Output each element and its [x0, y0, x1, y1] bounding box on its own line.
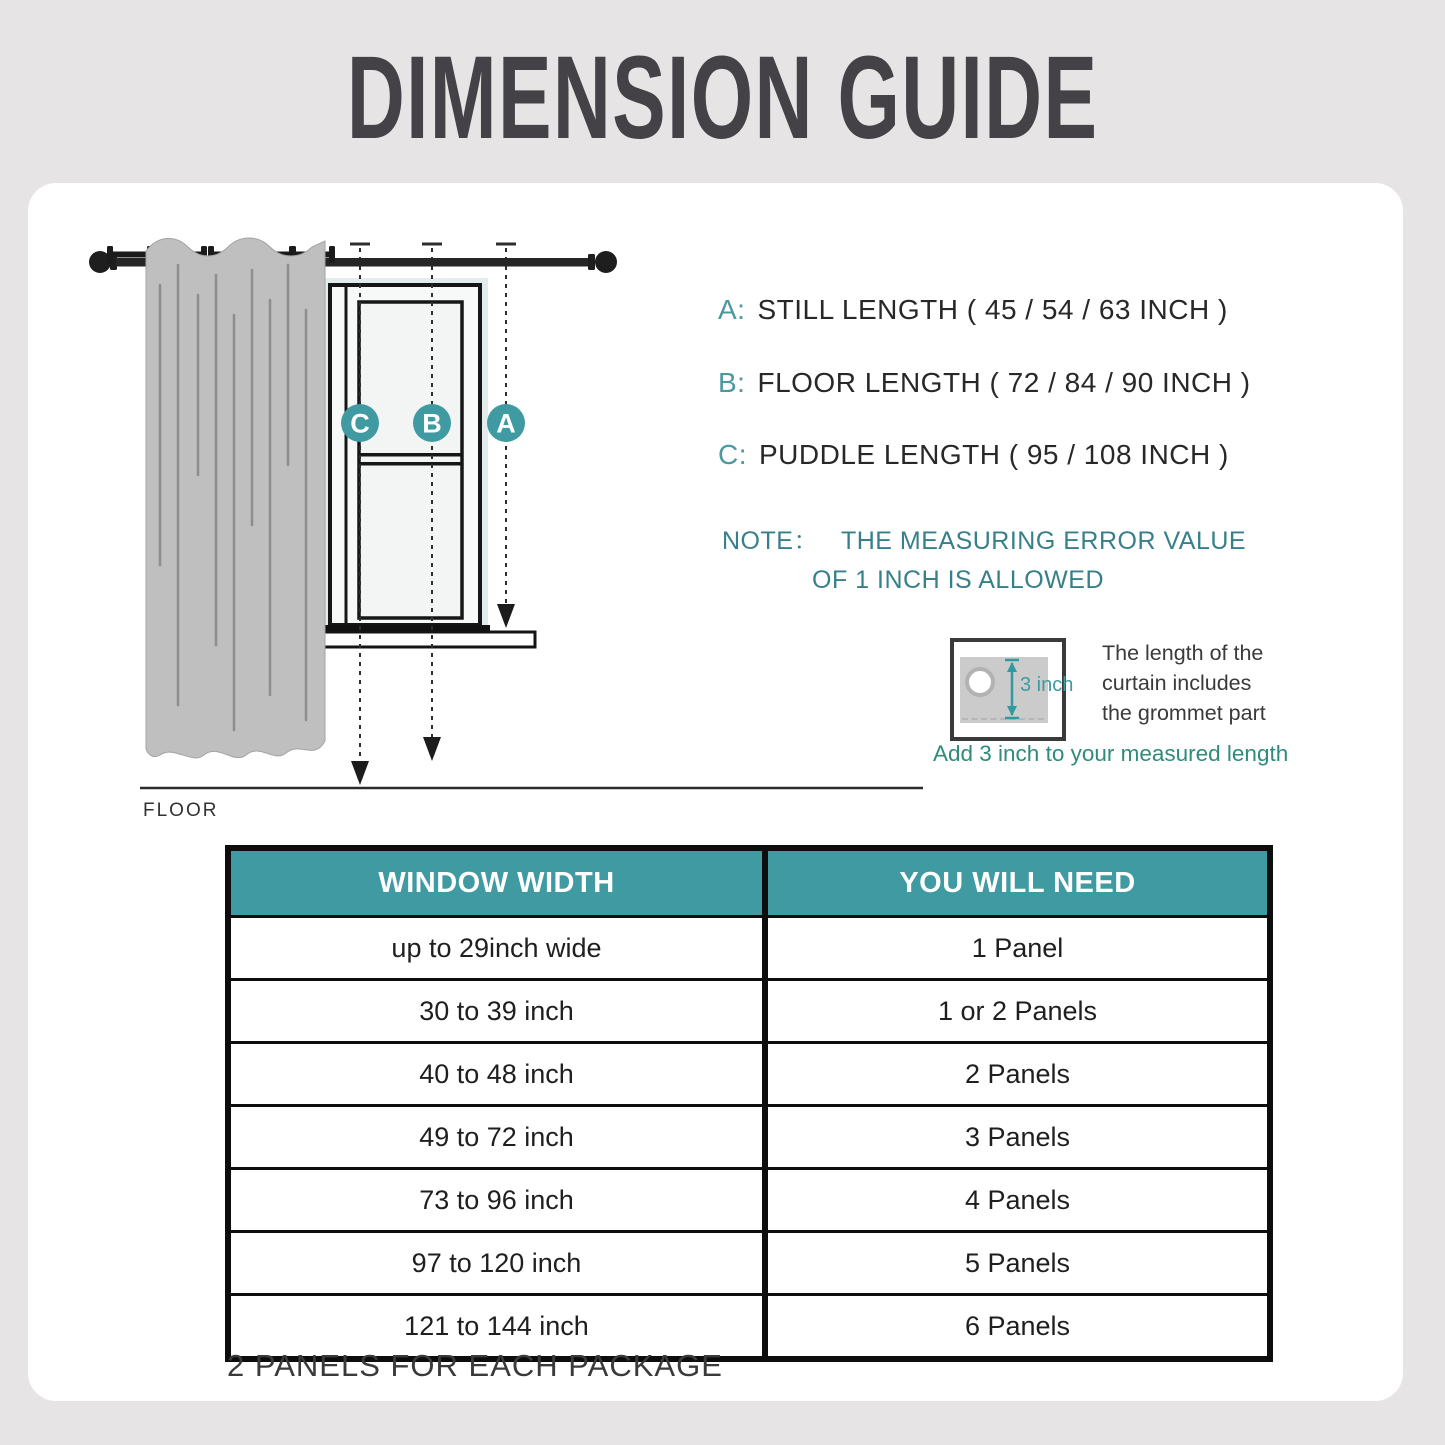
grommet-diagram: [950, 638, 1074, 741]
legend-key-b: B:: [718, 367, 746, 398]
table-header-row: [228, 848, 1270, 917]
panels-cell: 5 Panels: [765, 1232, 1270, 1295]
rod-collar-right: [588, 254, 595, 270]
rod-finial-right-icon: [595, 251, 617, 273]
grommet-description-line: the grommet part: [1102, 701, 1266, 725]
table-row: [228, 980, 1270, 1043]
note-text-line1: THE MEASURING ERROR VALUE: [840, 527, 1247, 555]
arrowhead-c: [351, 761, 369, 785]
package-note: 2 PANELS FOR EACH PACKAGE: [227, 1348, 723, 1383]
grommet-description-line: The length of the: [1102, 641, 1264, 665]
grommet-description-line: curtain includes: [1102, 671, 1252, 695]
header-you-will-need: YOU WILL NEED: [765, 848, 1270, 917]
legend-text-a: STILL LENGTH ( 45 / 54 / 63 INCH ): [757, 294, 1228, 325]
table-row: [228, 1169, 1270, 1232]
page-title: [0, 30, 1445, 166]
grommet-description: [1102, 638, 1266, 728]
legend-text-c: PUDDLE LENGTH ( 95 / 108 INCH ): [759, 439, 1229, 470]
panels-cell: 1 or 2 Panels: [765, 980, 1270, 1043]
window-width-cell: 49 to 72 inch: [228, 1106, 765, 1169]
table-row: [228, 1106, 1270, 1169]
panels-cell: 2 Panels: [765, 1043, 1270, 1106]
floor-label: FLOOR: [143, 800, 219, 821]
legend-key-a: A:: [718, 294, 746, 325]
measure-arrow-icon: [1003, 657, 1021, 721]
window-width-cell: 121 to 144 inch: [228, 1295, 765, 1360]
curtain-fabric: [146, 238, 325, 758]
table-row: [228, 917, 1270, 980]
legend-item-floor-length: [718, 367, 1251, 399]
arrowhead-b: [423, 737, 441, 761]
note-label: NOTE：: [722, 527, 819, 555]
window-width-cell: up to 29inch wide: [228, 917, 765, 980]
grommet-tip-text: Add 3 inch to your measured length: [933, 741, 1289, 766]
measuring-note: [722, 521, 1246, 557]
legend-item-puddle-length: [718, 439, 1229, 471]
window-illustration: [320, 278, 535, 647]
badge-c-label: C: [350, 408, 370, 439]
measure-badges: [341, 404, 525, 442]
panels-cell: 6 Panels: [765, 1295, 1270, 1360]
legend-key-c: C:: [718, 439, 747, 470]
curtain-panel: [146, 238, 325, 758]
grommet-ring-icon: [965, 667, 995, 697]
header-window-width: WINDOW WIDTH: [228, 848, 765, 917]
note-text-line2: OF 1 INCH IS ALLOWED: [812, 566, 1105, 594]
grommet-measure-label: 3 inch: [1020, 674, 1074, 696]
badge-b-label: B: [422, 408, 442, 439]
badge-a-label: A: [496, 408, 516, 439]
window-sash: [359, 302, 462, 618]
window-rail-bottom: [360, 462, 461, 466]
windowsill-board: [320, 632, 535, 647]
table-row: [228, 1232, 1270, 1295]
window-width-cell: 73 to 96 inch: [228, 1169, 765, 1232]
panel-count-table: [225, 845, 1273, 1362]
window-width-cell: 40 to 48 inch: [228, 1043, 765, 1106]
window-rail-top: [360, 453, 461, 457]
page-title-text: DIMENSION GUIDE: [346, 32, 1099, 164]
legend-text-b: FLOOR LENGTH ( 72 / 84 / 90 INCH ): [757, 367, 1251, 398]
window-width-cell: 97 to 120 inch: [228, 1232, 765, 1295]
panels-cell: 1 Panel: [765, 917, 1270, 980]
table-row: [228, 1043, 1270, 1106]
arrowhead-a: [497, 604, 515, 628]
panels-cell: 3 Panels: [765, 1106, 1270, 1169]
panels-cell: 4 Panels: [765, 1169, 1270, 1232]
legend-item-still-length: [718, 294, 1228, 326]
window-width-cell: 30 to 39 inch: [228, 980, 765, 1043]
